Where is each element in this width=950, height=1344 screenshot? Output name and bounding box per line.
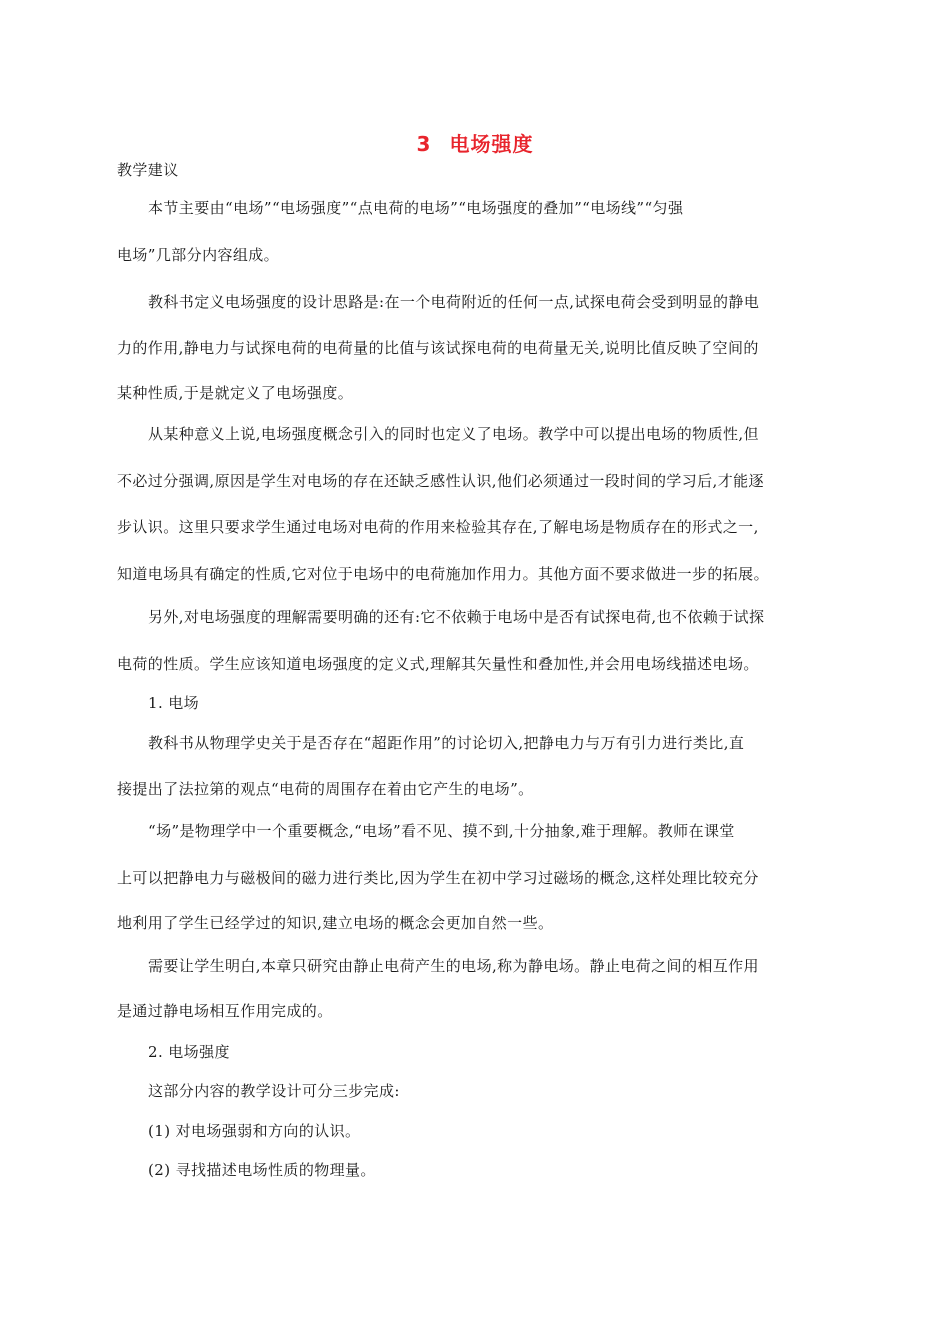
section-heading: 教学建议 — [117, 161, 179, 179]
paragraph-line: 这部分内容的教学设计可分三步完成: — [148, 1082, 400, 1100]
paragraph-line: 力的作用,静电力与试探电荷的电荷量的比值与该试探电荷的电荷量无关,说明比值反映了空间的 — [117, 339, 759, 357]
title-number: 3 — [416, 132, 432, 156]
list-item: (2) 寻找描述电场性质的物理量。 — [148, 1161, 376, 1179]
paragraph-line: 地利用了学生已经学过的知识,建立电场的概念会更加自然一些。 — [117, 914, 554, 932]
title-text: 电场强度 — [449, 132, 534, 156]
paragraph-line: 教科书从物理学史关于是否存在“超距作用”的讨论切入,把静电力与万有引力进行类比,直 — [148, 734, 745, 752]
paragraph-line: 电场”几部分内容组成。 — [117, 246, 280, 264]
paragraph-line: 电荷的性质。学生应该知道电场强度的定义式,理解其矢量性和叠加性,并会用电场线描述电场。 — [117, 655, 759, 673]
list-item: (1) 对电场强弱和方向的认识。 — [148, 1122, 361, 1140]
page-title — [0, 128, 950, 157]
paragraph-line: 本节主要由“电场”“电场强度”“点电荷的电场”“电场强度的叠加”“电场线”“匀强 — [148, 199, 684, 217]
paragraph-line: 接提出了法拉第的观点“电荷的周围存在着由它产生的电场”。 — [117, 780, 534, 798]
paragraph-line: 步认识。这里只要求学生通过电场对电荷的作用来检验其存在,了解电场是物质存在的形式之一, — [117, 518, 759, 536]
paragraph-line: 知道电场具有确定的性质,它对位于电场中的电荷施加作用力。其他方面不要求做进一步的拓展。 — [117, 565, 769, 583]
paragraph-line: 从某种意义上说,电场强度概念引入的同时也定义了电场。教学中可以提出电场的物质性,但 — [148, 425, 759, 443]
subsection-heading: 2. 电场强度 — [148, 1043, 230, 1061]
paragraph-line: 不必过分强调,原因是学生对电场的存在还缺乏感性认识,他们必须通过一段时间的学习后,才能逐 — [117, 472, 764, 490]
paragraph-line: 教科书定义电场强度的设计思路是:在一个电荷附近的任何一点,试探电荷会受到明显的静电 — [148, 293, 760, 311]
paragraph-line: 是通过静电场相互作用完成的。 — [117, 1002, 333, 1020]
paragraph-line: 另外,对电场强度的理解需要明确的还有:它不依赖于电场中是否有试探电荷,也不依赖于试探 — [148, 608, 765, 626]
paragraph-line: “场”是物理学中一个重要概念,“电场”看不见、摸不到,十分抽象,难于理解。教师在课堂 — [148, 822, 735, 840]
subsection-heading: 1. 电场 — [148, 694, 200, 712]
paragraph-line: 上可以把静电力与磁极间的磁力进行类比,因为学生在初中学习过磁场的概念,这样处理比较充分 — [117, 869, 759, 887]
paragraph-line: 某种性质,于是就定义了电场强度。 — [117, 384, 354, 402]
paragraph-line: 需要让学生明白,本章只研究由静止电荷产生的电场,称为静电场。静止电荷之间的相互作用 — [148, 957, 759, 975]
